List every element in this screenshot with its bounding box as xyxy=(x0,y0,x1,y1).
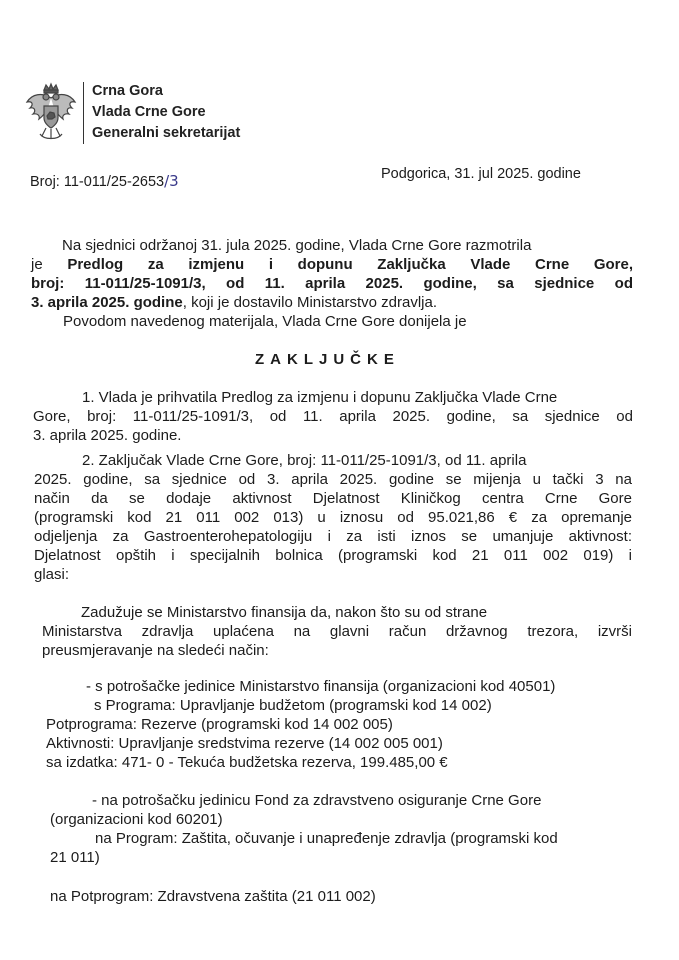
intro-line-1: Na sjednici održanoj 31. jula 2025. godine, Vlada Crne Gore razmotrila xyxy=(62,237,532,254)
handwritten-suffix: /3 xyxy=(164,172,179,190)
place-date: Podgorica, 31. jul 2025. godine xyxy=(381,166,581,182)
header-country: Crna Gora xyxy=(92,83,163,99)
target-org-code: (organizacioni kod 60201) xyxy=(50,811,223,828)
intro-je: je xyxy=(31,256,68,273)
conclusions-heading: ZAKLJUČKE xyxy=(255,351,400,368)
source-activity: Aktivnosti: Upravljanje sredstvima rezerve (14 002 005 001) xyxy=(46,735,443,752)
item2-line-1: 2. Zaključak Vlade Crne Gore, broj: 11-011/25-1091/3, od 11. aprila xyxy=(82,452,527,469)
item2-line-2: 2025. godine, sa sjednice od 3. aprila 2025. godine se mijenja u tački 3 na xyxy=(34,471,632,488)
source-expense: sa izdatka: 471- 0 - Tekuća budžetska rezerva, 199.485,00 € xyxy=(46,754,448,771)
intro-line-4 xyxy=(31,293,437,312)
item2-line-6: Djelatnost opštih i specijalnih bolnica (programski kod 21 011 002 019) i xyxy=(34,547,632,564)
item2-line-5: odjeljenja za Gastroenterohepatologiju i za isti iznos se umanjuje aktivnost: xyxy=(34,528,632,545)
source-program: s Programa: Upravljanje budžetom (programski kod 14 002) xyxy=(94,697,492,714)
document-number-text: Broj: 11-011/25-2653 xyxy=(30,174,165,190)
header-divider xyxy=(83,82,84,144)
quote-line-1: Zadužuje se Ministarstvo finansija da, nakon što su od strane xyxy=(81,604,488,621)
item2-line-7: glasi: xyxy=(34,566,70,583)
header-secretariat: Generalni sekretarijat xyxy=(92,125,241,141)
quote-line-3: preusmjeravanje na sledeći način: xyxy=(42,642,269,659)
target-program-code: 21 011) xyxy=(50,849,100,866)
target-subprogram: na Potprogram: Zdravstvena zaštita (21 011 002) xyxy=(50,888,376,905)
intro-line-3: broj: 11-011/25-1091/3, od 11. aprila 2025. godine, sa sjednice od xyxy=(31,275,633,292)
intro-line-2 xyxy=(31,255,633,274)
item2-line-4: (programski kod 21 011 002 013) u iznosu od 95.021,86 € za opremanje xyxy=(34,509,632,526)
item2-line-3: način da se dodaje aktivnost Djelatnost Kliničkog centra Crne Gore xyxy=(34,490,632,507)
source-unit: - s potrošačke jedinice Ministarstvo finansija (organizacioni kod 40501) xyxy=(86,678,556,695)
intro-subject-3: 3. aprila 2025. godine xyxy=(31,294,183,311)
document-number xyxy=(30,172,179,190)
target-program: na Program: Zaštita, očuvanje i unapređenje zdravlja (programski kod xyxy=(95,830,558,847)
source-subprogram: Potprograma: Rezerve (programski kod 14 002 005) xyxy=(46,716,393,733)
quote-line-2: Ministarstva zdravlja uplaćena na glavni račun državnog trezora, izvrši xyxy=(42,623,632,640)
item1-line-2: Gore, broj: 11-011/25-1091/3, od 11. aprila 2025. godine, sa sjednice od xyxy=(33,408,633,425)
item1-line-1: 1. Vlada je prihvatila Predlog za izmjenu i dopunu Zaključka Vlade Crne xyxy=(82,389,558,406)
header-government: Vlada Crne Gore xyxy=(92,104,206,120)
intro-line-5: Povodom navedenog materijala, Vlada Crne Gore donijela je xyxy=(63,313,467,330)
target-unit: - na potrošačku jedinicu Fond za zdravstveno osiguranje Crne Gore xyxy=(92,792,542,809)
item1-line-3: 3. aprila 2025. godine. xyxy=(33,427,182,444)
intro-submitter: , koji je dostavilo Ministarstvo zdravlja. xyxy=(182,294,437,311)
coat-of-arms-icon xyxy=(24,82,78,142)
intro-subject-1: Predlog za izmjenu i dopunu Zaključka Vlade Crne Gore, xyxy=(67,256,634,273)
